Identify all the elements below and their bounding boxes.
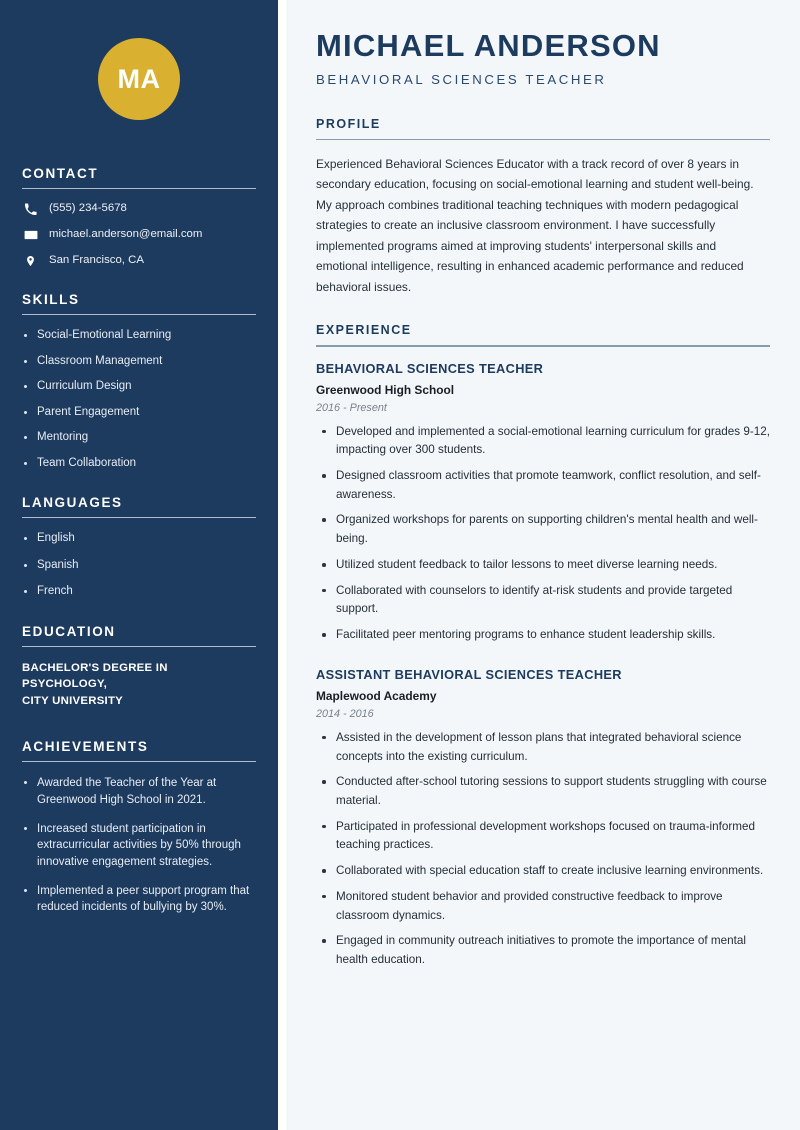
achievements-section (22, 739, 256, 915)
list-item: Participated in professional development workshops focused on trauma-informed teaching practices. (316, 818, 770, 855)
profile-heading: PROFILE (316, 116, 381, 131)
list-item: Social-Emotional Learning (22, 328, 256, 344)
contact-location-value: San Francisco, CA (49, 254, 144, 267)
list-item: English (22, 531, 256, 547)
location-pin-icon (22, 254, 39, 268)
list-item: Implemented a peer support program that reduced incidents of bullying by 30%. (22, 883, 256, 916)
list-item: Spanish (22, 558, 256, 574)
achievements-divider (22, 761, 256, 762)
education-divider (22, 646, 256, 647)
skills-list (22, 328, 256, 471)
languages-heading: LANGUAGES (22, 495, 123, 511)
skills-divider (22, 314, 256, 315)
profile-section (316, 117, 770, 298)
profile-text: Experienced Behavioral Sciences Educator with a track record of over 8 years in secondary education, focusing on social-emotional learning and student well-being. My approach combines traditional teaching techniques with modern pedagogical strategies to create an inclusive classroom environment. I have successfully implemented programs aimed at improving students' interpersonal skills and emotional intelligence, resulting in enhanced academic performance and reduced behavioral issues. (316, 156, 754, 294)
list-item: Classroom Management (22, 354, 256, 370)
contact-heading: CONTACT (22, 166, 99, 181)
skills-heading: SKILLS (22, 292, 80, 307)
list-item: Parent Engagement (22, 405, 256, 421)
list-item: Monitored student behavior and provided constructive feedback to improve classroom dynamics. (316, 888, 770, 925)
list-item: Mentoring (22, 430, 256, 446)
experience-item (316, 667, 770, 970)
languages-divider (22, 517, 256, 518)
contact-email-value: michael.anderson@email.com (49, 228, 203, 241)
list-item: Designed classroom activities that promote teamwork, conflict resolution, and self-awareness. (316, 467, 770, 504)
education-section (22, 624, 256, 710)
phone-icon (22, 202, 39, 216)
experience-job-title: ASSISTANT BEHAVIORAL SCIENCES TEACHER (316, 666, 622, 682)
achievements-heading: ACHIEVEMENTS (22, 739, 149, 755)
sidebar (0, 0, 278, 1130)
experience-company: Maplewood Academy (316, 688, 437, 703)
profile-divider (316, 139, 770, 140)
list-item: French (22, 584, 256, 600)
list-item: Team Collaboration (22, 456, 256, 472)
avatar-container (22, 0, 256, 138)
languages-section (22, 495, 256, 600)
page-title: MICHAEL ANDERSON (316, 28, 661, 63)
experience-section (316, 323, 770, 969)
main-content (286, 0, 800, 1130)
list-item: Utilized student feedback to tailor lessons to meet diverse learning needs. (316, 556, 770, 575)
education-degree-line1: BACHELOR'S DEGREE IN PSYCHOLOGY, (22, 661, 168, 691)
experience-bullet-list (316, 423, 770, 645)
contact-phone-row[interactable] (22, 202, 256, 216)
envelope-icon (22, 228, 39, 242)
avatar: MA (98, 38, 180, 120)
list-item: Engaged in community outreach initiatives to promote the importance of mental health education. (316, 932, 770, 969)
list-item: Curriculum Design (22, 379, 256, 395)
experience-divider (316, 345, 770, 346)
education-degree-line2: CITY UNIVERSITY (22, 694, 124, 707)
contact-email-row[interactable] (22, 228, 256, 242)
experience-bullet-list (316, 729, 770, 970)
list-item: Collaborated with special education staff to create inclusive learning environments. (316, 862, 770, 881)
list-item: Facilitated peer mentoring programs to enhance student leadership skills. (316, 626, 770, 645)
experience-item (316, 361, 770, 645)
job-title-subtitle: BEHAVIORAL SCIENCES TEACHER (316, 71, 607, 87)
list-item: Collaborated with counselors to identify at-risk students and provide targeted support. (316, 582, 770, 619)
experience-dates: 2014 - 2016 (316, 707, 374, 720)
list-item: Conducted after-school tutoring sessions to support students struggling with course material. (316, 773, 770, 810)
list-item: Increased student participation in extracurricular activities by 50% through innovative engagement strategies. (22, 821, 256, 870)
experience-dates: 2016 - Present (316, 401, 387, 414)
experience-job-title: BEHAVIORAL SCIENCES TEACHER (316, 360, 544, 376)
achievements-list (22, 775, 256, 915)
experience-heading: EXPERIENCE (316, 323, 412, 338)
list-item: Awarded the Teacher of the Year at Greenwood High School in 2021. (22, 775, 256, 808)
contact-section (22, 166, 256, 268)
skills-section (22, 292, 256, 471)
list-item: Assisted in the development of lesson plans that integrated behavioral science concepts into the existing curriculum. (316, 729, 770, 766)
contact-phone-value: (555) 234-5678 (49, 202, 127, 215)
contact-location-row[interactable] (22, 254, 256, 268)
list-item: Developed and implemented a social-emotional learning curriculum for grades 9-12, impacting over 300 students. (316, 423, 770, 460)
experience-company: Greenwood High School (316, 382, 455, 397)
education-heading: EDUCATION (22, 623, 116, 639)
list-item: Organized workshops for parents on supporting children's mental health and well-being. (316, 511, 770, 548)
languages-list (22, 531, 256, 600)
contact-divider (22, 188, 256, 189)
